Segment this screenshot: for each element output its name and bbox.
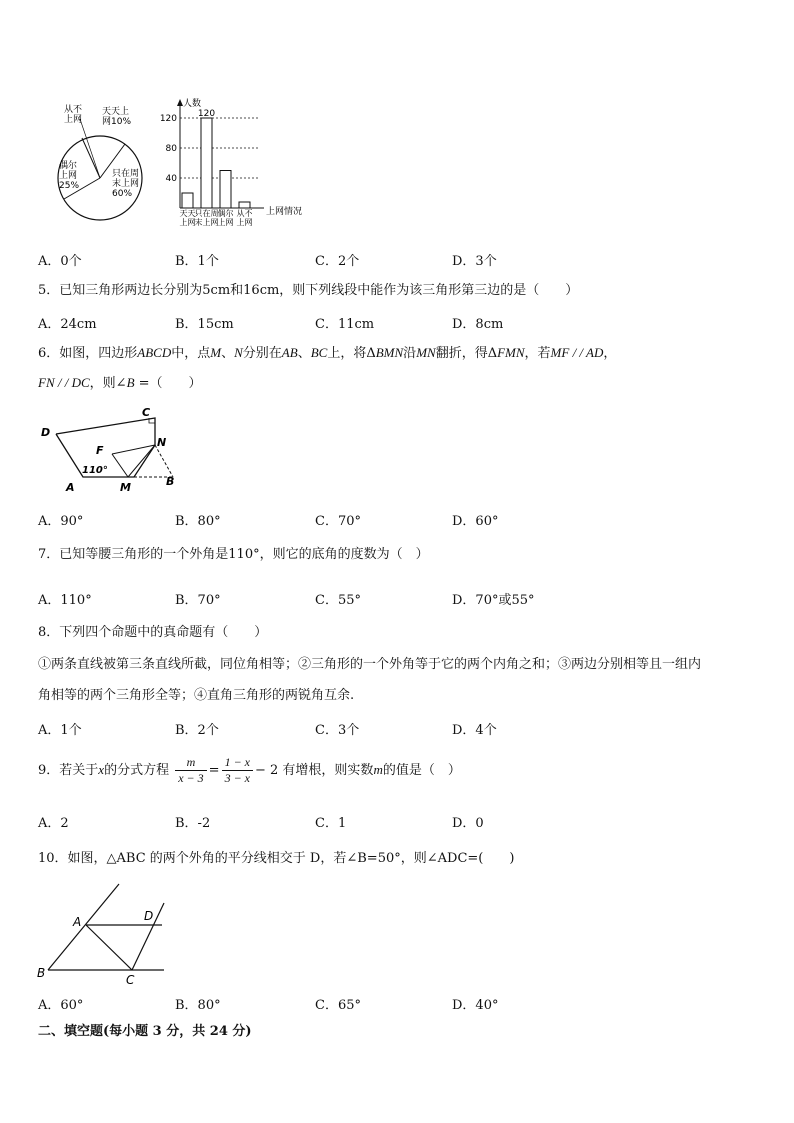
q9-fraction-2: $\frac{1 - x}{3 - x}$: [222, 755, 253, 786]
q6-option-a[interactable]: A．90°: [38, 514, 84, 529]
q8-option-a[interactable]: A．1个: [38, 723, 82, 738]
q8-statement-line2: 角相等的两个三角形全等；④直角三角形的两锐角互余.: [38, 688, 355, 703]
q4-option-c[interactable]: C．2个: [315, 254, 360, 269]
bar-2: [220, 171, 231, 209]
q8-option-b[interactable]: B．2个: [175, 723, 219, 738]
q6-option-d[interactable]: D．60°: [452, 514, 499, 529]
q6-label-f: F: [96, 444, 104, 457]
pie-label-sometimes: 偶尔上网 25%: [59, 161, 80, 191]
bar-3: [239, 202, 250, 208]
q6-label-m: M: [120, 481, 131, 494]
q10-option-a[interactable]: A．60°: [38, 998, 84, 1013]
q6-angle-label: 110°: [82, 465, 108, 476]
q4-pie-chart: [52, 100, 164, 240]
q9-option-a[interactable]: A．2: [38, 816, 69, 831]
bar-y-tick: 120: [160, 114, 177, 124]
q5-option-b[interactable]: B．15cm: [175, 317, 234, 332]
q10-label-a: A: [73, 915, 82, 929]
bar-x-label: 上网情况: [266, 207, 303, 217]
bar-y-tick: 80: [165, 144, 177, 154]
pie-label-daily: 天天上网10%: [102, 107, 132, 127]
q4-option-a[interactable]: A．0个: [38, 254, 82, 269]
q6-option-b[interactable]: B．80°: [175, 514, 221, 529]
q9-option-b[interactable]: B．-2: [175, 816, 211, 831]
q4-bar-chart: [160, 96, 310, 236]
q6-label-n: N: [157, 436, 167, 449]
q9-option-d[interactable]: D．0: [452, 816, 484, 831]
q6-label-a: A: [66, 481, 75, 494]
q6-label-d: D: [41, 426, 51, 439]
q8-option-d[interactable]: D．4个: [452, 723, 497, 738]
section-2-heading: 二、填空题(每小题 3 分，共 24 分): [38, 1024, 252, 1039]
q10-label-c: C: [126, 973, 135, 987]
q8-option-c[interactable]: C．3个: [315, 723, 360, 738]
bar-category-label: 偶尔上网: [217, 209, 234, 227]
pie-label-weekend: 只在周末上网 60%: [112, 169, 140, 199]
q6-label-c: C: [142, 406, 151, 419]
q10-stem: 10．如图，△ABC 的两个外角的平分线相交于 D，若∠B=50°，则∠ADC=( ): [38, 851, 515, 866]
q5-option-a[interactable]: A．24cm: [38, 317, 97, 332]
q9-stem: 9．若关于x的分式方程 $\frac{m}{x - 3}$ = $\frac{1 - x}{3 - x}$ − 2 有增根，则实数m的值是（ ）: [38, 755, 461, 785]
q10-option-c[interactable]: C．65°: [315, 998, 361, 1013]
q5-option-c[interactable]: C．11cm: [315, 317, 375, 332]
bar-y-tick: 40: [165, 174, 177, 184]
q6-stem-line2: FN / / DC，则∠B =（ ）: [38, 375, 202, 391]
q7-option-b[interactable]: B．70°: [175, 593, 221, 608]
q4-option-b[interactable]: B．1个: [175, 254, 219, 269]
q7-option-d[interactable]: D．70°或55°: [452, 593, 535, 608]
q8-stem: 8．下列四个命题中的真命题有（ ）: [38, 625, 268, 640]
q5-stem: 5．已知三角形两边长分别为5cm和16cm，则下列线段中能作为该三角形第三边的是（ ）: [38, 283, 579, 298]
bar-category-label: 只在周末上网: [194, 209, 219, 227]
q6-figure: [38, 405, 188, 495]
bar-peak-label: 120: [197, 109, 216, 119]
pie-label-never: 从不上网: [64, 105, 83, 125]
bar-0: [182, 193, 193, 208]
q8-statement-line1: ①两条直线被第三条直线所截，同位角相等；②三角形的一个外角等于它的两个内角之和；③两边分别相等且一组内: [38, 657, 702, 672]
q7-option-c[interactable]: C．55°: [315, 593, 361, 608]
q10-option-d[interactable]: D．40°: [452, 998, 499, 1013]
q7-stem: 7．已知等腰三角形的一个外角是110°，则它的底角的度数为（ ）: [38, 547, 429, 562]
q10-label-b: B: [37, 966, 46, 980]
q7-option-a[interactable]: A．110°: [38, 593, 92, 608]
q10-figure: [34, 880, 174, 990]
bar-category-label: 从不上网: [236, 209, 253, 227]
q10-label-d: D: [144, 909, 154, 923]
bar-1: [201, 118, 212, 208]
bar-category-label: 天天上网: [179, 209, 196, 227]
q9-fraction-1: $\frac{m}{x - 3}$: [175, 755, 206, 786]
q5-option-d[interactable]: D．8cm: [452, 317, 504, 332]
q9-option-c[interactable]: C．1: [315, 816, 347, 831]
q6-stem-line1: 6．如图，四边形ABCD中，点M、N分别在AB、BC上，将ΔBMN沿MN翻折，得ΔFMN，若MF / / AD，: [38, 345, 617, 361]
q6-option-c[interactable]: C．70°: [315, 514, 361, 529]
q4-option-d[interactable]: D．3个: [452, 254, 497, 269]
q10-option-b[interactable]: B．80°: [175, 998, 221, 1013]
bar-y-label: 人数: [183, 99, 202, 109]
q6-label-b: B: [166, 475, 175, 488]
